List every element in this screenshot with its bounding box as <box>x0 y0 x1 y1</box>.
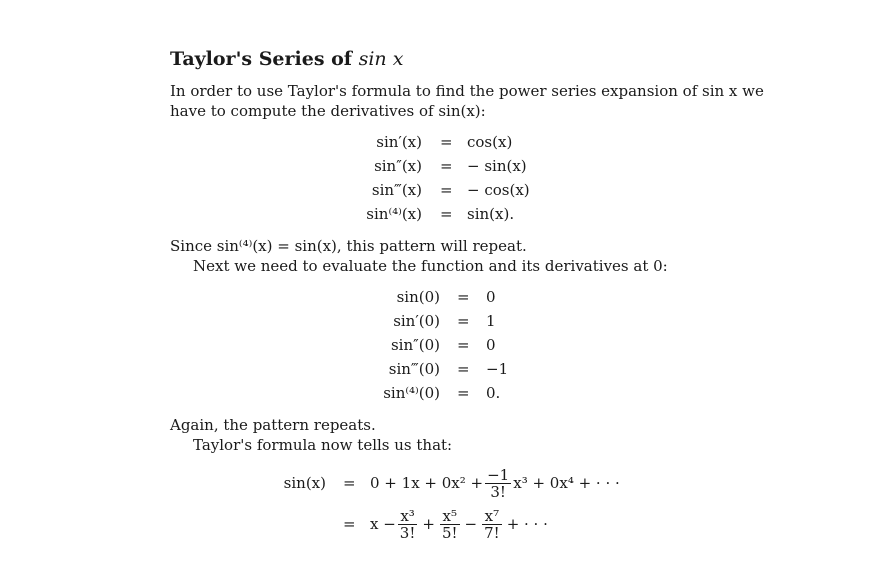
intro-line-1: In order to use Taylor's formula to find the power series expansion of sin x we <box>170 82 764 100</box>
series-term-x: x − <box>370 515 396 533</box>
series-fraction <box>398 508 418 541</box>
deriv-equals: = <box>440 157 453 175</box>
series-fraction <box>482 508 502 541</box>
deriv-rhs: − cos(x) <box>467 181 530 199</box>
fraction-denominator: 5! <box>441 523 458 542</box>
taylor-line: Taylor's formula now tells us that: <box>193 436 453 454</box>
deriv-equals: = <box>440 205 453 223</box>
deriv-equals: = <box>440 133 453 151</box>
next-line: Next we need to evaluate the function and its derivatives at 0: <box>193 257 668 275</box>
value-equals: = <box>457 384 470 402</box>
deriv-rhs: − sin(x) <box>467 157 527 175</box>
series-fraction <box>485 467 511 500</box>
value-rhs: 0 <box>486 336 496 354</box>
series-line-1 <box>370 463 620 503</box>
since-line: Since sin⁽⁴⁾(x) = sin(x), this pattern will repeat. <box>170 237 527 255</box>
value-lhs: sin⁽⁴⁾(0) <box>383 384 440 402</box>
value-rhs: 0. <box>486 384 501 402</box>
value-equals: = <box>457 312 470 330</box>
value-lhs: sin″(0) <box>390 336 440 354</box>
value-equals: = <box>457 336 470 354</box>
series-equals-2: = <box>343 515 356 533</box>
deriv-lhs: sin′(x) <box>376 133 422 151</box>
fraction-numerator: x⁵ <box>440 508 460 525</box>
series-line-2 <box>370 504 548 544</box>
fraction-numerator: x⁷ <box>482 508 502 525</box>
deriv-equals: = <box>440 181 453 199</box>
value-rhs: 1 <box>486 312 496 330</box>
series-operator: + <box>422 515 435 533</box>
deriv-rhs: cos(x) <box>467 133 513 151</box>
series-ellipsis: + · · · <box>506 515 548 533</box>
series-operator: − <box>464 515 478 533</box>
again-line: Again, the pattern repeats. <box>170 416 376 434</box>
deriv-lhs: sin‴(x) <box>371 181 422 199</box>
value-equals: = <box>457 288 470 306</box>
series-lhs: sin(x) <box>283 474 326 492</box>
deriv-lhs: sin″(x) <box>374 157 422 175</box>
section-title <box>170 48 403 70</box>
fraction-numerator: x³ <box>398 508 418 525</box>
series-equals: = <box>343 474 356 492</box>
value-rhs: −1 <box>486 360 509 378</box>
value-lhs: sin′(0) <box>393 312 440 330</box>
fraction-denominator: 3! <box>490 482 506 501</box>
intro-line-2: have to compute the derivatives of sin(x): <box>170 102 486 120</box>
fraction-denominator: 3! <box>399 523 416 542</box>
series-term-a: 0 + 1x + 0x² + <box>370 474 484 492</box>
series-term-b: x³ + 0x⁴ + · · · <box>513 474 620 492</box>
value-rhs: 0 <box>486 288 496 306</box>
deriv-lhs: sin⁽⁴⁾(x) <box>366 205 422 223</box>
section-title-math: sin x <box>358 48 404 70</box>
deriv-rhs: sin(x). <box>467 205 515 223</box>
value-equals: = <box>457 360 470 378</box>
section-title-text: Taylor's Series of <box>170 48 359 70</box>
fraction-numerator: −1 <box>487 465 510 484</box>
fraction-denominator: 7! <box>484 523 500 542</box>
value-lhs: sin(0) <box>396 288 440 306</box>
series-fraction <box>440 508 460 541</box>
value-lhs: sin‴(0) <box>388 360 440 378</box>
